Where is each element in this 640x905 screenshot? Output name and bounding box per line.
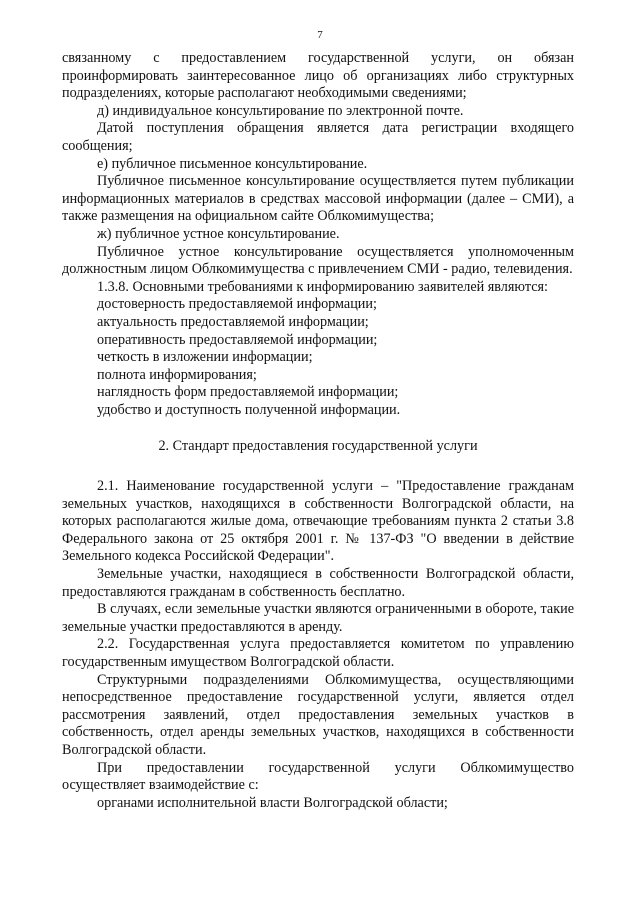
paragraph: Земельные участки, находящиеся в собственности Волгоградской области, предоставляются гражданам в собственность бесплатно.	[62, 566, 574, 600]
page-number: 7	[317, 29, 323, 41]
list-item: актуальность предоставляемой информации;	[97, 313, 369, 330]
paragraph: 2.2. Государственная услуга предоставляется комитетом по управлению государственным имуществом Волгоградской области.	[62, 636, 574, 670]
paragraph: Структурными подразделениями Облкомимущества, осуществляющими непосредственное предоставление государственной услуги, является отдел рассмотрения заявлений, отдел предоставления земельных участков в собственность, отдел аренды земельных участков, находящихся в собственности Волгоградской области.	[62, 671, 574, 758]
list-item: наглядность форм предоставляемой информации;	[97, 384, 399, 401]
paragraph: Публичное устное консультирование осуществляется уполномоченным должностным лицом Облкомимущества с привлечением СМИ - радио, телевидения.	[62, 243, 574, 278]
paragraph: 1.3.8. Основными требованиями к информированию заявителей являются:	[97, 278, 548, 295]
paragraph: 2.1. Наименование государственной услуги – "Предоставление гражданам земельных участков, находящихся в собственности Волгоградской области, на которых располагаются жилые дома, отвечающие требованиям пункта 2 статьи 3.8 Федерального закона от 25 октября 2001 г. № 137-ФЗ "О введении в действие Земельного кодекса Российской Федерации".	[62, 478, 574, 565]
paragraph: При предоставлении государственной услуги Облкомимущество осуществляет взаимодействие с:	[62, 759, 574, 794]
paragraph: В случаях, если земельные участки являются ограниченными в обороте, такие земельные участки предоставляются в аренду.	[62, 601, 574, 635]
paragraph: органами исполнительной власти Волгоградской области;	[97, 794, 448, 811]
list-item: достоверность предоставляемой информации;	[97, 296, 377, 313]
list-item: оперативность предоставляемой информации;	[97, 331, 378, 348]
paragraph: Датой поступления обращения является дата регистрации входящего сообщения;	[62, 120, 574, 154]
paragraph: е) публичное письменное консультирование.	[97, 155, 368, 172]
document-body	[62, 50, 574, 812]
paragraph: связанному с предоставлением государственной услуги, он обязан проинформировать заинтересованное лицо об организациях либо структурных подразделениях, которые располагают необходимыми сведениями;	[62, 50, 574, 102]
list-item: полнота информирования;	[97, 366, 257, 383]
paragraph: Публичное письменное консультирование осуществляется путем публикации информационных материалов в средствах массовой информации (далее – СМИ), а также размещения на официальном сайте Облкомимущества;	[62, 173, 574, 225]
list-item: четкость в изложении информации;	[97, 349, 313, 366]
list-item: удобство и доступность полученной информации.	[97, 401, 401, 418]
paragraph: д) индивидуальное консультирование по электронной почте.	[97, 102, 464, 119]
section-heading: 2. Стандарт предоставления государственной услуги	[158, 438, 478, 455]
paragraph: ж) публичное устное консультирование.	[97, 225, 340, 242]
